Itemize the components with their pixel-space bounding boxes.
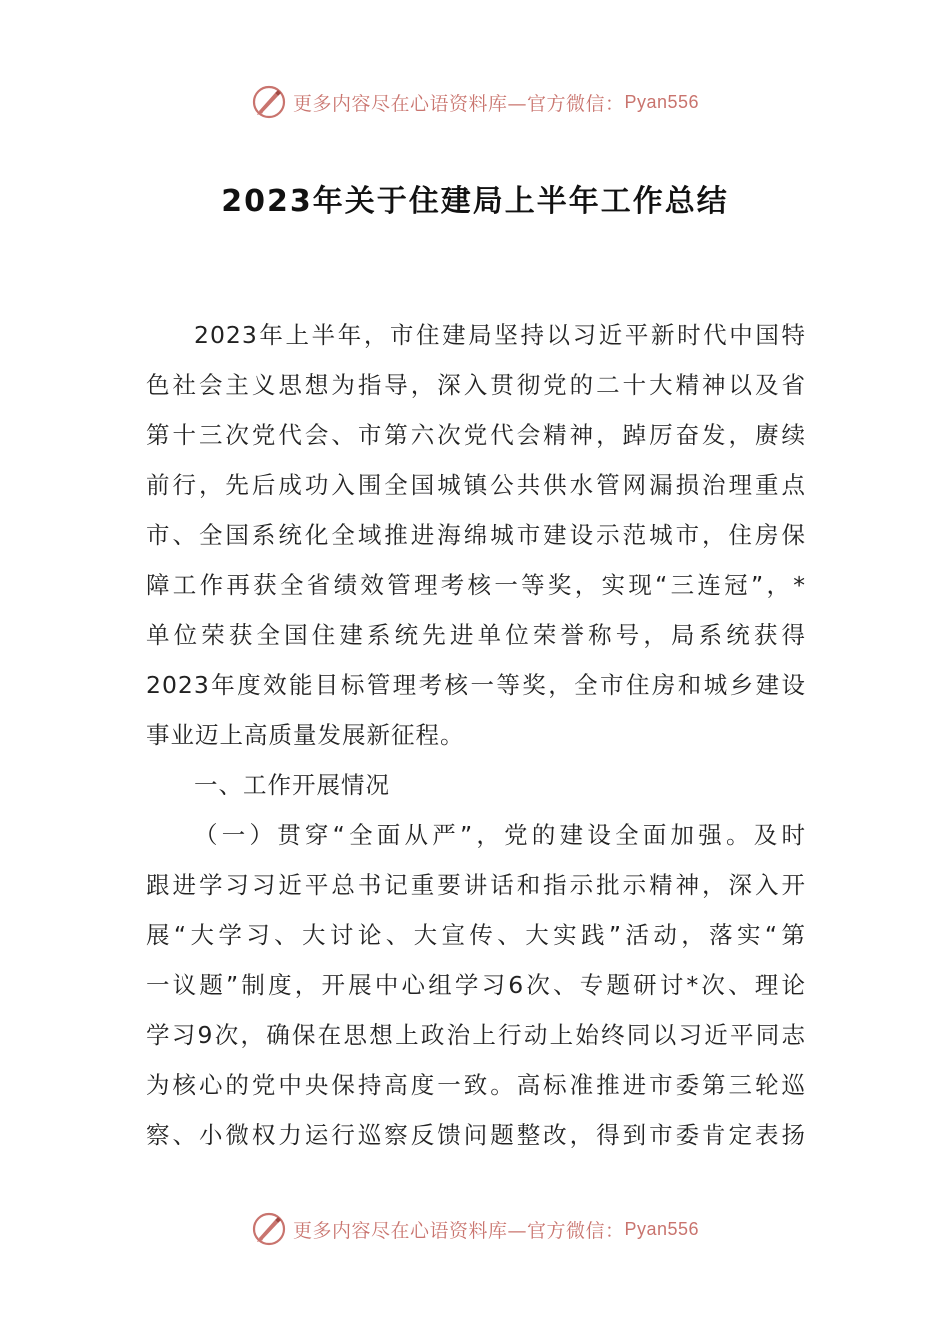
body-line: 第十三次党代会、市第六次党代会精神，踔厉奋发，赓续 (146, 421, 806, 449)
watermark-banner-bottom (0, 1211, 950, 1247)
body-line: 2023年度效能目标管理考核一等奖，全市住房和城乡建设 (146, 671, 806, 699)
body-line: （一）贯穿“全面从严”，党的建设全面加强。及时 (194, 821, 806, 849)
section-heading: 一、工作开展情况 (194, 771, 390, 799)
body-line: 色社会主义思想为指导，深入贯彻党的二十大精神以及省 (146, 371, 806, 399)
body-line: 为核心的党中央保持高度一致。高标准推进市委第三轮巡 (146, 1071, 806, 1099)
watermark-wechat-id: Pyan556 (624, 91, 700, 112)
body-line: 察、小微权力运行巡察反馈问题整改，得到市委肯定表扬 (146, 1121, 806, 1149)
body-line: 市、全国系统化全域推进海绵城市建设示范城市，住房保 (146, 521, 806, 549)
pen-logo-icon (251, 84, 287, 120)
watermark-text: 更多内容尽在心语资料库—官方微信： (292, 92, 625, 115)
watermark-wechat-id: Pyan556 (624, 1218, 700, 1239)
watermark-text: 更多内容尽在心语资料库—官方微信： (292, 1219, 625, 1242)
body-line: 前行，先后成功入围全国城镇公共供水管网漏损治理重点 (146, 471, 806, 499)
document-body (146, 310, 806, 1160)
body-line: 一议题”制度，开展中心组学习6次、专题研讨*次、理论 (146, 971, 806, 999)
watermark-banner-top (0, 84, 950, 120)
document-title: 2023年关于住建局上半年工作总结 (221, 184, 729, 219)
body-line: 2023年上半年，市住建局坚持以习近平新时代中国特 (194, 321, 806, 349)
body-line: 学习9次，确保在思想上政治上行动上始终同以习近平同志 (146, 1021, 806, 1049)
pen-logo-icon (251, 1211, 287, 1247)
body-line: 单位荣获全国住建系统先进单位荣誉称号，局系统获得 (146, 621, 806, 649)
body-line: 展“大学习、大讨论、大宣传、大实践”活动，落实“第 (146, 921, 806, 949)
body-line: 事业迈上高质量发展新征程。 (146, 721, 465, 749)
body-line: 障工作再获全省绩效管理考核一等奖，实现“三连冠”，* (146, 571, 806, 599)
body-line: 跟进学习习近平总书记重要讲话和指示批示精神，深入开 (146, 871, 806, 899)
